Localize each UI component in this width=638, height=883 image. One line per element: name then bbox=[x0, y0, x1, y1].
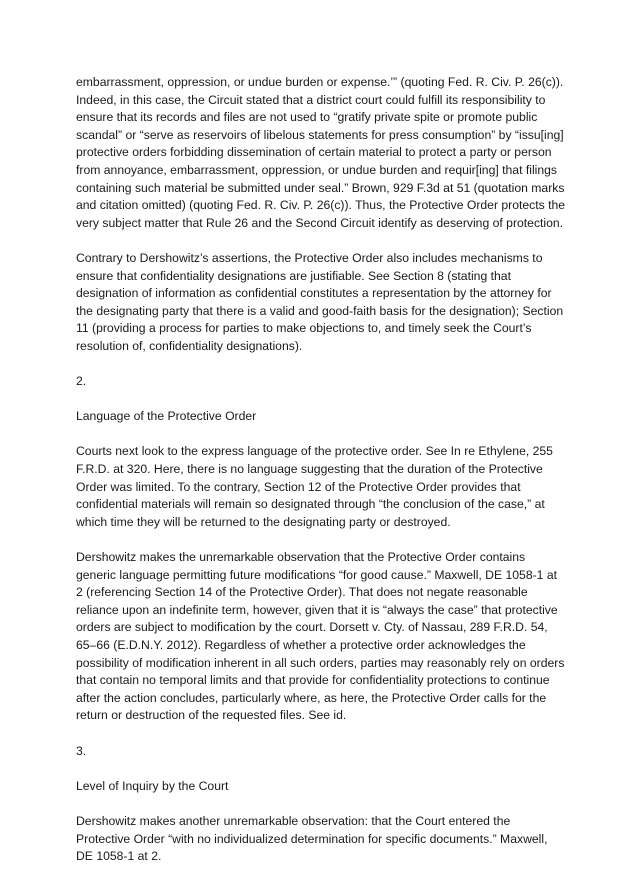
section-number-3: 3. bbox=[76, 743, 87, 758]
section-heading-inquiry: Level of Inquiry by the Court bbox=[76, 778, 229, 793]
paragraph-modification: Dershowitz makes the unremarkable observation that the Protective Order contains generic language permitting future modifications “for good cause.” Maxwell, DE 1058-1 at 2 (referencing Section 14 of the Protective Order). That does not negate reasonable reliance upon an indefinite term, however, given that it is “always the case” that protective orders are subject to modification by the court. Dorsett v. Cty. of Nassau, 289 F.R.D. 54, 65–66 (E.D.N.Y. 2012). Regardless of whether a protective order acknowledges the possibility of modification inherent in all such orders, parties may reasonably rely on orders that contain no temporal limits and that provide for confidentiality protections to continue after the action concludes, particularly where, as here, the Protective Order calls for the return or destruction of the requested files. See id. bbox=[76, 550, 565, 723]
paragraph-express-language: Courts next look to the express language of the protective order. See In re Ethylene, 255 F.R.D. at 320. Here, there is no language suggesting that the duration of the Protective Order was limited. To the contrary, Section 12 of the Protective Order provides that confidential materials will remain so designated through “the conclusion of the case,” at which time they will be returned to the designating party or destroyed. bbox=[76, 444, 553, 529]
section-heading-language: Language of the Protective Order bbox=[76, 409, 257, 424]
document-body bbox=[76, 74, 566, 883]
section-number-2: 2. bbox=[76, 374, 87, 389]
paragraph-individualized-determination: Dershowitz makes another unremarkable observation: that the Court entered the Protective Order “with no individualized determination for specific documents.” Maxwell, DE 1058-1 at 2. bbox=[76, 813, 548, 864]
paragraph-confidentiality-mechanisms: Contrary to Dershowitz’s assertions, the Protective Order also includes mechanisms to ensure that confidentiality designations are justifiable. See Section 8 (stating that designation of information as confidential constitutes a representation by the attorney for the designating party that there is a valid and good-faith basis for the designation); Section 11 (providing a process for parties to make objections to, and timely seek the Court’s resolution of, confidentiality designations). bbox=[76, 250, 564, 353]
paragraph-brown-quotation: embarrassment, oppression, or undue burden or expense.’” (quoting Fed. R. Civ. P. 26(c)). Indeed, in this case, the Circuit stated that a district court could fulfill its responsibility to ensure that its records and files are not used to “gratify private spite or promote public scandal” or “serve as reservoirs of libelous statements for press consumption” by “issu[ing] protective orders forbidding dissemination of certain material to protect a party or person from annoyance, embarrassment, oppression, or undue burden and requir[ing] that filings containing such material be submitted under seal.” Brown, 929 F.3d at 51 (quotation marks and citation omitted) (quoting Fed. R. Civ. P. 26(c)). Thus, the Protective Order protects the very subject matter that Rule 26 and the Second Circuit identify as deserving of protection. bbox=[76, 75, 566, 230]
